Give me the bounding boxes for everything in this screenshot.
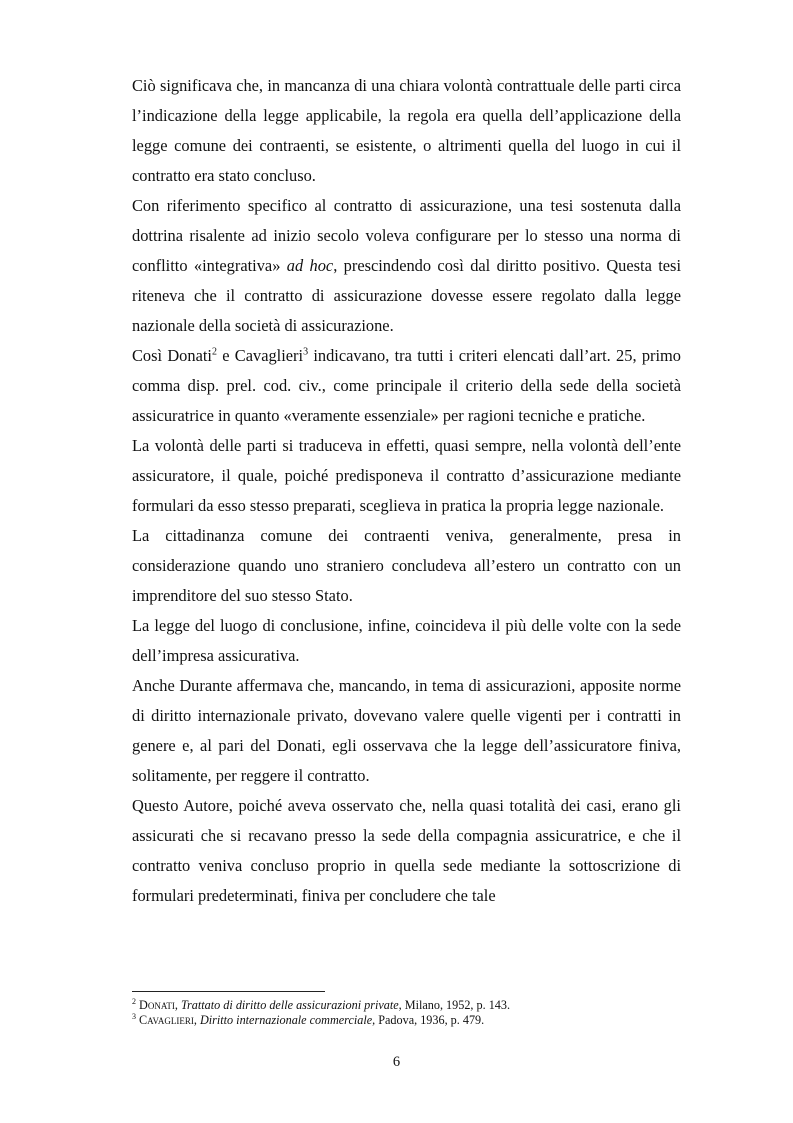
paragraph-2-text-a: Con riferimento specifico al contratto di assicurazione, una tesi sostenuta dalla dottrina risalente ad inizio secolo voleva configurare per lo stesso una norma di conflitto «integrativa» bbox=[132, 196, 681, 275]
footnote-3: $^3$ Cavaglieri, Diritto internazionale commerciale, Padova, 1936, p. 479. bbox=[132, 1011, 485, 1027]
paragraph-2 bbox=[132, 191, 681, 341]
paragraph-5: La cittadinanza comune dei contraenti veniva, generalmente, presa in considerazione quando uno straniero concludeva all’estero un contratto con un imprenditore del suo stesso Stato. bbox=[132, 526, 681, 605]
footnote-number: 3 bbox=[132, 1011, 136, 1021]
footnote-details: Milano, 1952, p. 143. bbox=[401, 998, 511, 1012]
paragraph-7: Anche Durante affermava che, mancando, in tema di assicurazioni, apposite norme di diritto internazionale privato, dovevano valere quelle vigenti per i contratti in genere e, al pari del Donati, egli osservava che la legge dell’assicuratore finiva, solitamente, per reggere il contratto. bbox=[132, 676, 681, 785]
footnote-number: 2 bbox=[132, 996, 136, 1006]
footnote-details: Padova, 1936, p. 479. bbox=[375, 1013, 485, 1027]
footnote-divider bbox=[132, 991, 325, 992]
footnote-author: Cavaglieri bbox=[139, 1013, 194, 1027]
page-number: 6 bbox=[392, 1054, 401, 1070]
paragraph-3-text-b: e Cavaglieri bbox=[216, 346, 304, 365]
paragraph-2-text-b: , prescindendo così dal diritto positivo. Questa tesi riteneva che il contratto di assicurazione dovesse essere regolato dalla legge nazionale della società di assicurazione. bbox=[132, 256, 681, 335]
footnote-title: Trattato di diritto delle assicurazioni private, bbox=[180, 998, 402, 1012]
footnote-title: Diritto internazionale commerciale, bbox=[199, 1013, 376, 1027]
paragraph-1: Ciò significava che, in mancanza di una chiara volontà contrattuale delle parti circa l’indicazione della legge applicabile, la regola era quella dell’applicazione della legge comune dei contraenti, se esistente, o altrimenti quella del luogo in cui il contratto era stato concluso. bbox=[132, 76, 681, 185]
footnotes bbox=[132, 998, 681, 1028]
paragraph-8: Questo Autore, poiché aveva osservato che, nella quasi totalità dei casi, erano gli assicurati che si recavano presso la sede della compagnia assicuratrice, e che il contratto veniva concluso proprio in quella sede mediante la sottoscrizione di formulari predeterminati, finiva per concludere che tale bbox=[132, 796, 681, 905]
footnote-author: Donati bbox=[139, 998, 175, 1012]
paragraph-3-text-a: Così Donati bbox=[132, 346, 212, 365]
paragraph-3 bbox=[132, 341, 681, 431]
paragraph-4: La volontà delle parti si traduceva in effetti, quasi sempre, nella volontà dell’ente assicuratore, il quale, poiché predisponeva il contratto d’assicurazione mediante formulari da esso stesso preparati, sceglieva in pratica la propria legge nazionale. bbox=[132, 436, 681, 515]
footnote-ref-3[interactable]: 3 bbox=[303, 346, 309, 358]
document-body bbox=[132, 71, 681, 911]
paragraph-2-italic: ad hoc bbox=[286, 256, 334, 275]
footnote-ref-2[interactable]: 2 bbox=[211, 346, 217, 358]
footnote-2: $^2$ Donati, Trattato di diritto delle assicurazioni private, Milano, 1952, p. 143. bbox=[132, 996, 511, 1012]
paragraph-6: La legge del luogo di conclusione, infine, coincideva il più delle volte con la sede dell’impresa assicurativa. bbox=[132, 616, 681, 665]
paragraph-3-text-c: indicavano, tra tutti i criteri elencati dall’art. 25, primo comma disp. prel. cod. civ., come principale il criterio della sede della società assicuratrice in quanto «veramente essenziale» per ragioni tecniche e pratiche. bbox=[132, 346, 681, 425]
